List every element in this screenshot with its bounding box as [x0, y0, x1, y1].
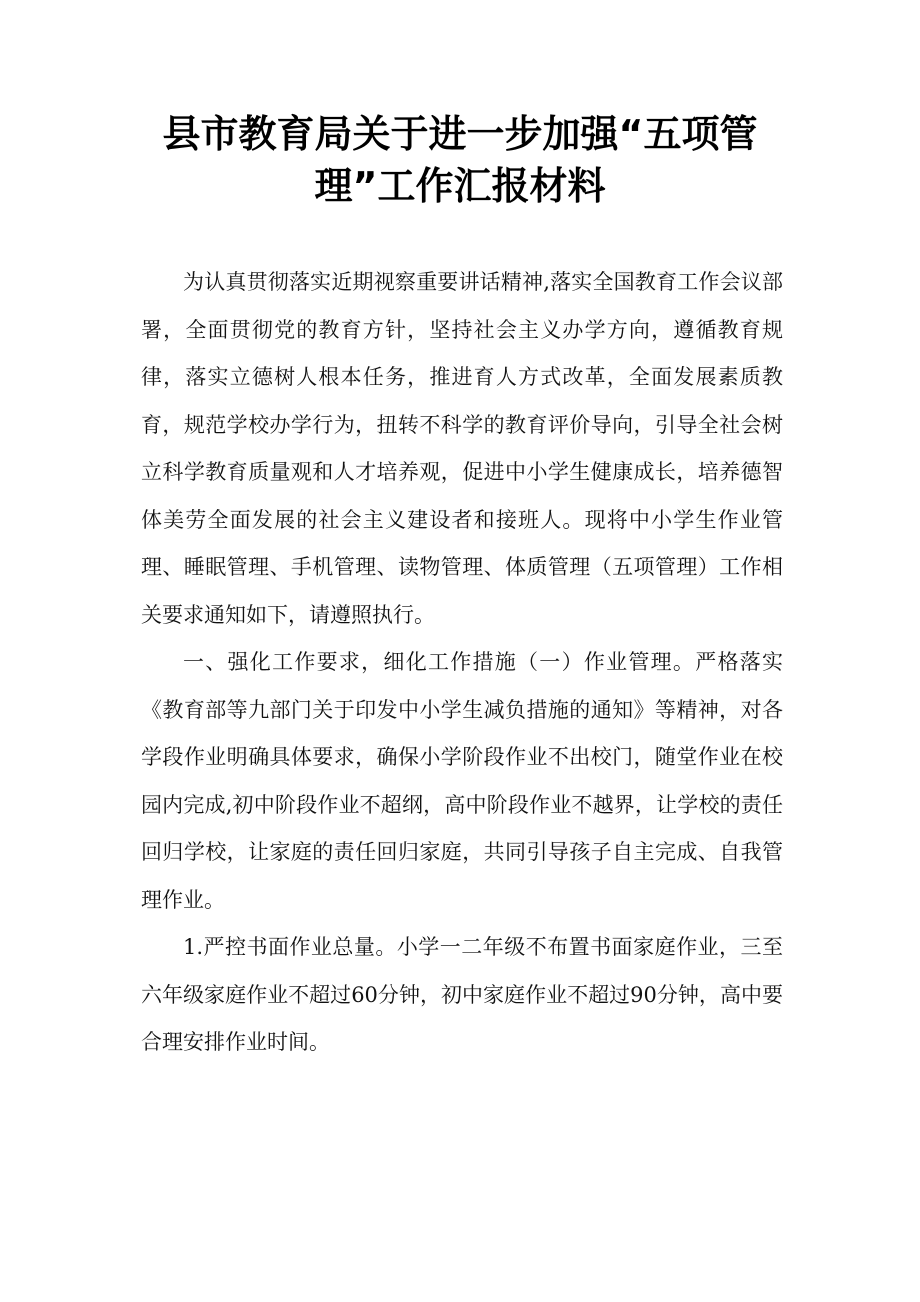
document-title: 县市教育局关于进一步加强“五项管理”工作汇报材料: [162, 112, 758, 208]
paragraph-section-one: 一、强化工作要求，细化工作措施（一）作业管理。严格落实《教育部等九部门关于印发中小学生减负措施的通知》等精神，对各学段作业明确具体要求，确保小学阶段作业不出校门，随堂作业在校园内完成,初中阶段作业不超纲，高中阶段作业不越界，让学校的责任回归学校，让家庭的责任回归家庭，共同引导孩子自主完成、自我管理作业。: [141, 650, 783, 912]
paragraph-item-one: 1.严控书面作业总量。小学一二年级不布置书面家庭作业，三至六年级家庭作业不超过60分钟，初中家庭作业不超过90分钟，高中要合理安排作业时间。: [141, 935, 783, 1054]
document-body: [141, 259, 783, 1067]
paragraph-intro: 为认真贯彻落实近期视察重要讲话精神,落实全国教育工作会议部署，全面贯彻党的教育方针，坚持社会主义办学方向，遵循教育规律，落实立德树人根本任务，推进育人方式改革，全面发展素质教育，规范学校办学行为，扭转不科学的教育评价导向，引导全社会树立科学教育质量观和人才培养观，促进中小学生健康成长，培养德智体美劳全面发展的社会主义建设者和接班人。现将中小学生作业管理、睡眠管理、手机管理、读物管理、体质管理（五项管理）工作相关要求通知如下，请遵照执行。: [141, 270, 783, 627]
